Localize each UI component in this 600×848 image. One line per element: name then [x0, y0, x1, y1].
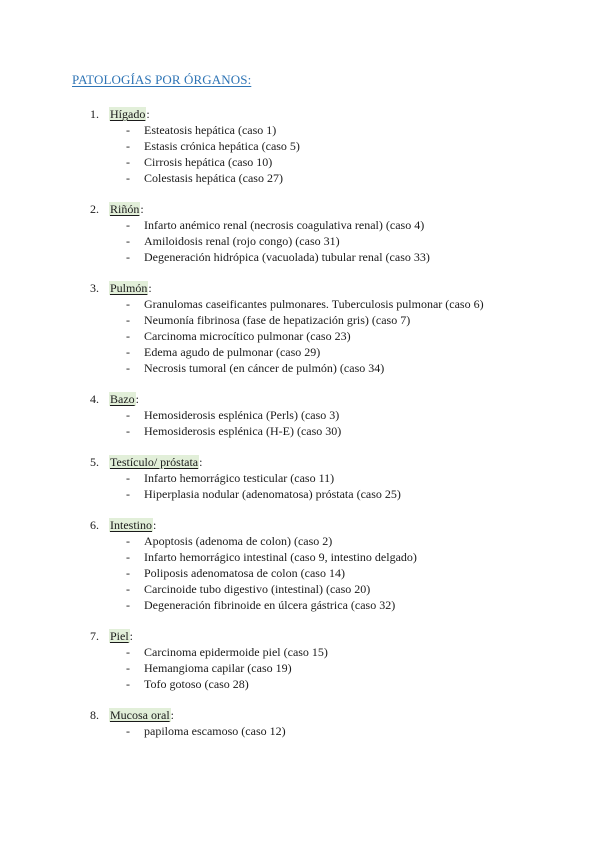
- dash-bullet: -: [126, 313, 130, 327]
- list-item-text: Carcinoma microcítico pulmonar (caso 23): [144, 329, 351, 343]
- section-label-wrap: [109, 201, 144, 217]
- list-item-text: Necrosis tumoral (en cáncer de pulmón) (caso 34): [144, 361, 385, 375]
- dash-bullet: -: [126, 329, 130, 343]
- dash-bullet: -: [126, 234, 130, 248]
- list-item-text: Degeneración fibrinoide en úlcera gástrica (caso 32): [144, 598, 396, 612]
- section-number: 6.: [90, 518, 99, 532]
- list-item: [0, 217, 600, 233]
- list-item: [0, 122, 600, 138]
- list-item: [0, 296, 600, 312]
- dash-bullet: -: [126, 408, 130, 422]
- list-item: [0, 312, 600, 328]
- dash-bullet: -: [126, 661, 130, 675]
- section-label-wrap: [109, 628, 133, 644]
- section-name: Bazo: [110, 392, 135, 406]
- list-item: [0, 138, 600, 154]
- section-item-list: [0, 470, 600, 502]
- section-item-list: [0, 723, 600, 739]
- list-item-text: Carcinoide tubo digestivo (intestinal) (caso 20): [144, 582, 371, 596]
- list-item: [0, 407, 600, 423]
- list-item: [0, 170, 600, 186]
- section-colon: :: [170, 708, 174, 722]
- dash-bullet: -: [126, 218, 130, 232]
- list-item: [0, 660, 600, 676]
- list-item: [0, 360, 600, 376]
- dash-bullet: -: [126, 724, 130, 738]
- list-item: [0, 470, 600, 486]
- section-label-wrap: [109, 517, 156, 533]
- section-label-wrap: [109, 391, 139, 407]
- section-name: Riñón: [110, 202, 140, 216]
- dash-bullet: -: [126, 297, 130, 311]
- section-item-list: [0, 122, 600, 186]
- list-item-text: Neumonía fibrinosa (fase de hepatización gris) (caso 7): [144, 313, 411, 327]
- organ-sections: [0, 106, 600, 754]
- section-heading: [0, 707, 600, 723]
- section-item-list: [0, 644, 600, 692]
- dash-bullet: -: [126, 250, 130, 264]
- dash-bullet: -: [126, 471, 130, 485]
- list-item-text: papiloma escamoso (caso 12): [144, 724, 286, 738]
- section-number: 2.: [90, 202, 99, 216]
- section-name: Hígado: [110, 107, 146, 121]
- section-colon: :: [148, 281, 152, 295]
- section-colon: :: [199, 455, 203, 469]
- section-label-wrap: [109, 707, 174, 723]
- list-item-text: Infarto anémico renal (necrosis coagulativa renal) (caso 4): [144, 218, 425, 232]
- list-item-text: Hemosiderosis esplénica (Perls) (caso 3): [144, 408, 340, 422]
- section-item-list: [0, 296, 600, 376]
- list-item-text: Apoptosis (adenoma de colon) (caso 2): [144, 534, 333, 548]
- dash-bullet: -: [126, 361, 130, 375]
- section-colon: :: [146, 107, 150, 121]
- section-label-wrap: [109, 106, 150, 122]
- section-number: 3.: [90, 281, 99, 295]
- dash-bullet: -: [126, 345, 130, 359]
- list-item: [0, 423, 600, 439]
- list-item-text: Hemangioma capilar (caso 19): [144, 661, 292, 675]
- dash-bullet: -: [126, 677, 130, 691]
- section-heading: [0, 391, 600, 407]
- list-item-text: Edema agudo de pulmonar (caso 29): [144, 345, 321, 359]
- list-item-text: Granulomas caseificantes pulmonares. Tuberculosis pulmonar (caso 6): [144, 297, 484, 311]
- section-number: 7.: [90, 629, 99, 643]
- section-colon: :: [153, 518, 157, 532]
- organ-section: [0, 707, 600, 739]
- list-item: [0, 723, 600, 739]
- dash-bullet: -: [126, 139, 130, 153]
- section-name: Mucosa oral: [110, 708, 170, 722]
- organ-section: [0, 280, 600, 376]
- list-item: [0, 249, 600, 265]
- section-item-list: [0, 533, 600, 613]
- list-item: [0, 644, 600, 660]
- dash-bullet: -: [126, 598, 130, 612]
- section-number: 5.: [90, 455, 99, 469]
- list-item: [0, 676, 600, 692]
- list-item-text: Hemosiderosis esplénica (H-E) (caso 30): [144, 424, 342, 438]
- dash-bullet: -: [126, 550, 130, 564]
- dash-bullet: -: [126, 534, 130, 548]
- list-item-text: Cirrosis hepática (caso 10): [144, 155, 273, 169]
- section-name: Piel: [110, 629, 129, 643]
- section-heading: [0, 106, 600, 122]
- list-item-text: Degeneración hidrópica (vacuolada) tubular renal (caso 33): [144, 250, 430, 264]
- section-heading: [0, 628, 600, 644]
- list-item: [0, 154, 600, 170]
- section-name: Intestino: [110, 518, 152, 532]
- list-item-text: Estasis crónica hepática (caso 5): [144, 139, 300, 153]
- organ-section: [0, 106, 600, 186]
- section-name: Testículo/ próstata: [110, 455, 199, 469]
- dash-bullet: -: [126, 582, 130, 596]
- section-colon: :: [140, 202, 144, 216]
- list-item-text: Colestasis hepática (caso 27): [144, 171, 283, 185]
- list-item: [0, 581, 600, 597]
- dash-bullet: -: [126, 171, 130, 185]
- section-number: 1.: [90, 107, 99, 121]
- section-colon: :: [135, 392, 139, 406]
- organ-section: [0, 391, 600, 439]
- list-item-text: Amiloidosis renal (rojo congo) (caso 31): [144, 234, 340, 248]
- list-item-text: Hiperplasia nodular (adenomatosa) próstata (caso 25): [144, 487, 401, 501]
- section-number: 8.: [90, 708, 99, 722]
- list-item-text: Infarto hemorrágico intestinal (caso 9, intestino delgado): [144, 550, 417, 564]
- list-item: [0, 533, 600, 549]
- list-item: [0, 549, 600, 565]
- dash-bullet: -: [126, 487, 130, 501]
- list-item-text: Infarto hemorrágico testicular (caso 11): [144, 471, 335, 485]
- list-item-text: Carcinoma epidermoide piel (caso 15): [144, 645, 328, 659]
- list-item: [0, 565, 600, 581]
- organ-section: [0, 454, 600, 502]
- list-item-text: Tofo gotoso (caso 28): [144, 677, 249, 691]
- section-heading: [0, 517, 600, 533]
- list-item: [0, 233, 600, 249]
- organ-section: [0, 517, 600, 613]
- list-item: [0, 486, 600, 502]
- list-item: [0, 597, 600, 613]
- section-name: Pulmón: [110, 281, 148, 295]
- dash-bullet: -: [126, 123, 130, 137]
- organ-section: [0, 628, 600, 692]
- section-heading: [0, 280, 600, 296]
- section-heading: [0, 201, 600, 217]
- section-colon: :: [129, 629, 134, 643]
- section-number: 4.: [90, 392, 99, 406]
- section-heading: [0, 454, 600, 470]
- organ-section: [0, 201, 600, 265]
- section-label-wrap: [109, 454, 202, 470]
- list-item: [0, 328, 600, 344]
- list-item-text: Esteatosis hepática (caso 1): [144, 123, 277, 137]
- dash-bullet: -: [126, 424, 130, 438]
- list-item: [0, 344, 600, 360]
- section-item-list: [0, 407, 600, 439]
- document-title: PATOLOGÍAS POR ÓRGANOS:: [72, 72, 252, 87]
- section-label-wrap: [109, 280, 152, 296]
- dash-bullet: -: [126, 645, 130, 659]
- section-item-list: [0, 217, 600, 265]
- dash-bullet: -: [126, 155, 130, 169]
- list-item-text: Poliposis adenomatosa de colon (caso 14): [144, 566, 345, 580]
- dash-bullet: -: [126, 566, 130, 580]
